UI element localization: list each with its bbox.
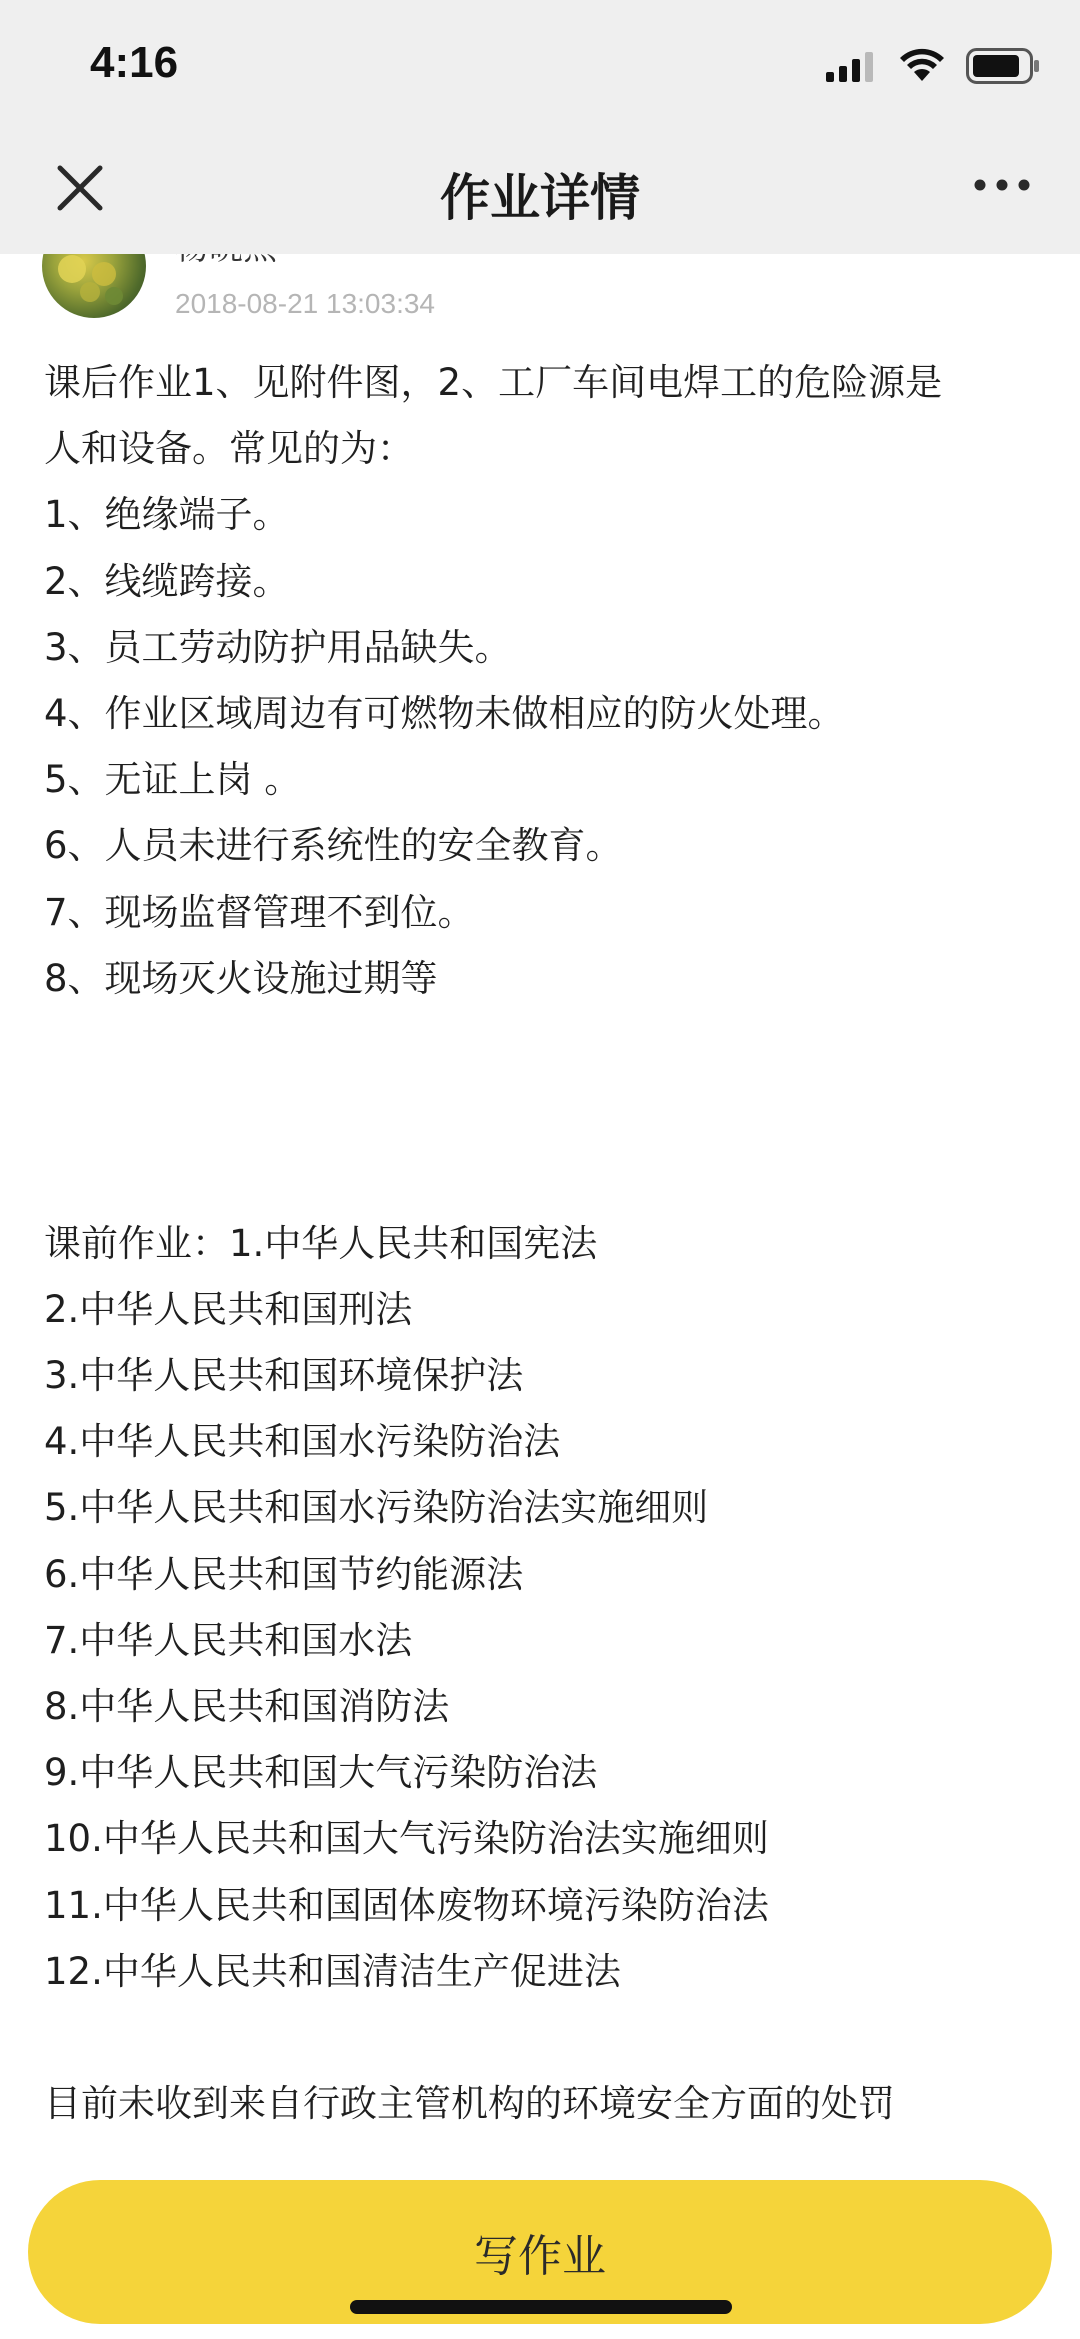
- body-line: 10.中华人民共和国大气污染防治法实施细则: [44, 1817, 769, 1861]
- body-line: 3、员工劳动防护用品缺失。: [44, 625, 512, 669]
- body-line: 课后作业1、见附件图，2、工厂车间电焊工的危险源是: [44, 361, 943, 404]
- write-homework-button[interactable]: 写作业: [28, 2180, 1052, 2324]
- wifi-icon: [900, 49, 944, 83]
- home-indicator[interactable]: [350, 2300, 732, 2314]
- page-title: 作业详情: [440, 169, 640, 227]
- body-line: 9.中华人民共和国大气污染防治法: [44, 1751, 598, 1795]
- battery-icon: [966, 48, 1040, 84]
- body-line: 6.中华人民共和国节约能源法: [44, 1552, 524, 1596]
- body-line: 人和设备。常见的为：: [44, 427, 414, 471]
- body-line: 课前作业：1.中华人民共和国宪法: [44, 1221, 598, 1265]
- blank-line: [44, 1012, 1044, 1078]
- blank-line: [44, 1078, 1044, 1144]
- body-line: 1、绝缘端子。: [44, 493, 290, 537]
- body-line: 4、作业区域周边有可燃物未做相应的防火处理。: [44, 692, 845, 736]
- status-bar: [0, 0, 1080, 130]
- blank-line: [44, 2005, 1044, 2071]
- more-icon[interactable]: [972, 170, 1032, 200]
- status-time: 4:16: [90, 38, 179, 87]
- body-line: 2.中华人民共和国刑法: [44, 1287, 413, 1331]
- body-line: 2、线缆跨接。: [44, 559, 290, 603]
- body-line: 11.中华人民共和国固体废物环境污染防治法: [44, 1883, 769, 1927]
- nav-bar: [0, 130, 1080, 254]
- body-line: 目前未收到来自行政主管机构的环境安全方面的处罚: [44, 2082, 895, 2126]
- body-line: 5、无证上岗 。: [44, 758, 302, 802]
- body-line: 5.中华人民共和国水污染防治法实施细则: [44, 1486, 709, 1530]
- body-line: 8、现场灭火设施过期等: [44, 956, 438, 1000]
- body-line: 12.中华人民共和国清洁生产促进法: [44, 1949, 621, 1993]
- body-line: 8.中华人民共和国消防法: [44, 1685, 450, 1729]
- body-line: 6、人员未进行系统性的安全教育。: [44, 824, 623, 868]
- status-icons: [826, 46, 1040, 86]
- post-timestamp: 2018-08-21 13:03:34: [175, 288, 435, 319]
- body-line: 3.中华人民共和国环境保护法: [44, 1354, 524, 1397]
- top-bar: [0, 0, 1080, 254]
- post-content: [0, 254, 1080, 2174]
- signal-icon: [826, 50, 878, 82]
- blank-line: [44, 1144, 1044, 1210]
- post-body: [44, 350, 1044, 2137]
- body-line: 7.中华人民共和国水法: [44, 1618, 413, 1662]
- body-line: 7、现场监督管理不到位。: [44, 890, 475, 934]
- body-line: 4.中华人民共和国水污染防治法: [44, 1420, 561, 1464]
